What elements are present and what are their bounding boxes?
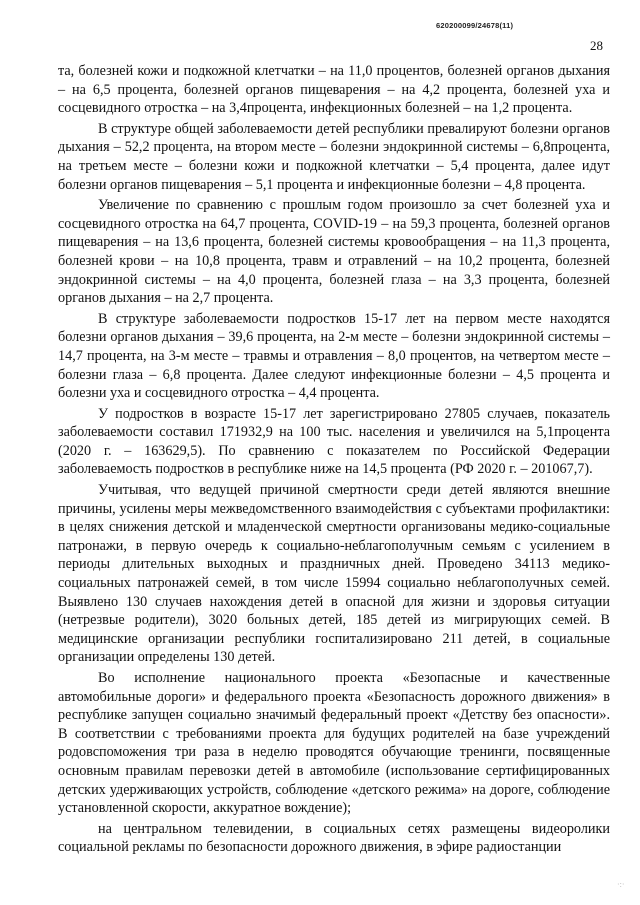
page-number: 28 [590,38,603,53]
document-code: 620200099/24678(11) [436,21,514,30]
paragraph-6: Учитывая, что ведущей причиной смертности среди детей являются внешние причины, усилены меры межведомственного взаимодействия с субъектами профилактики: в целях снижения детской и младенческой смертности организованы медико-социальные патронажи, в первую очередь к социально-неблагополучным семьям с усилением в периоды длительных выходных и праздничных дней. Проведено 34113 медико-социальных патронажей семей, в том числе 15994 социально неблагополучных семей. Выявлено 130 случаев нахождения детей в опасной для жизни и здоровья ситуации (нетрезвые родители), 3020 больных детей, 185 детей из мигрирующих семей. В медицинские организации республики госпитализировано 211 детей, в социальные организации определены 130 детей. [58,482,610,666]
paragraph-8: на центральном телевидении, в социальных сетях размещены видеоролики социальной рекламы по безопасности дорожного движения, в эфире радиостанции [58,820,610,856]
paragraph-1: та, болезней кожи и подкожной клетчатки – на 11,0 процентов, болезней органов дыхания – на 6,5 процента, болезней органов пищеварения – на 4,2 процента, болезней уха и сосцевидного отростка – на 3,4процента, инфекционных болезней – на 1,2 процента. [58,63,610,117]
document-body [58,62,610,859]
paragraph-4: В структуре заболеваемости подростков 15-17 лет на первом месте находятся болезни органов дыхания – 39,6 процента, на 2-м месте – болезни эндокринной системы – 14,7 процента, на 3-м месте – травмы и отравления – 8,0 процентов, на четвертом месте – болезни глаза – 6,8 процента. Далее следуют инфекционные болезни – 4,5 процента и болезни уха и сосцевидного отростка – 4,4 процента. [58,310,610,402]
paragraph-2: В структуре общей заболеваемости детей республики превалируют болезни органов дыхания – 52,2 процента, на втором месте – болезни эндокринной системы – 6,8процента, на третьем месте – болезни кожи и подкожной клетчатки – 5,4 процента, далее идут болезни органов пищеварения – 5,1 процента и инфекционные болезни – 4,8 процента. [58,120,610,193]
paragraph-5: У подростков в возрасте 15-17 лет зарегистрировано 27805 случаев, показатель заболеваемости составил 171932,9 на 100 тыс. населения и увеличился на 5,1процента (2020 г. – 163629,5). По сравнению с показателем по Российской Федерации заболеваемость подростков в республике ниже на 14,5 процента (РФ 2020 г. – 201067,7). [58,405,610,478]
paragraph-7: Во исполнение национального проекта «Безопасные и качественные автомобильные дороги» и федерального проекта «Безопасность дорожного движения» в республике запущен социально значимый федеральный проект «Детству без опасности». В соответствии с требованиями проекта для будущих родителей на базе учреждений родовспоможения три раза в неделю проводятся обучающие тренинги, посвященные основным правилам перевозки детей в автомобиле (использование сертифицированных детских удерживающих устройств, соблюдение «детского режима» на дороге, соблюдение установленной скорости, аккуратное вождение); [58,670,610,817]
scan-mark: ·:· [617,880,625,889]
paragraph-3: Увеличение по сравнению с прошлым годом произошло за счет болезней уха и сосцевидного отростка на 64,7 процента, COVID-19 – на 59,3 процента, болезней органов пищеварения – на 13,6 процента, болезней системы кровообращения – на 11,3 процента, болезней крови – на 10,8 процента, травм и отравлений – на 10,2 процента, болезней эндокринной системы – на 4,0 процента, болезней глаза – на 3,3 процента, болезней органов дыхания – на 2,7 процента. [58,197,610,307]
